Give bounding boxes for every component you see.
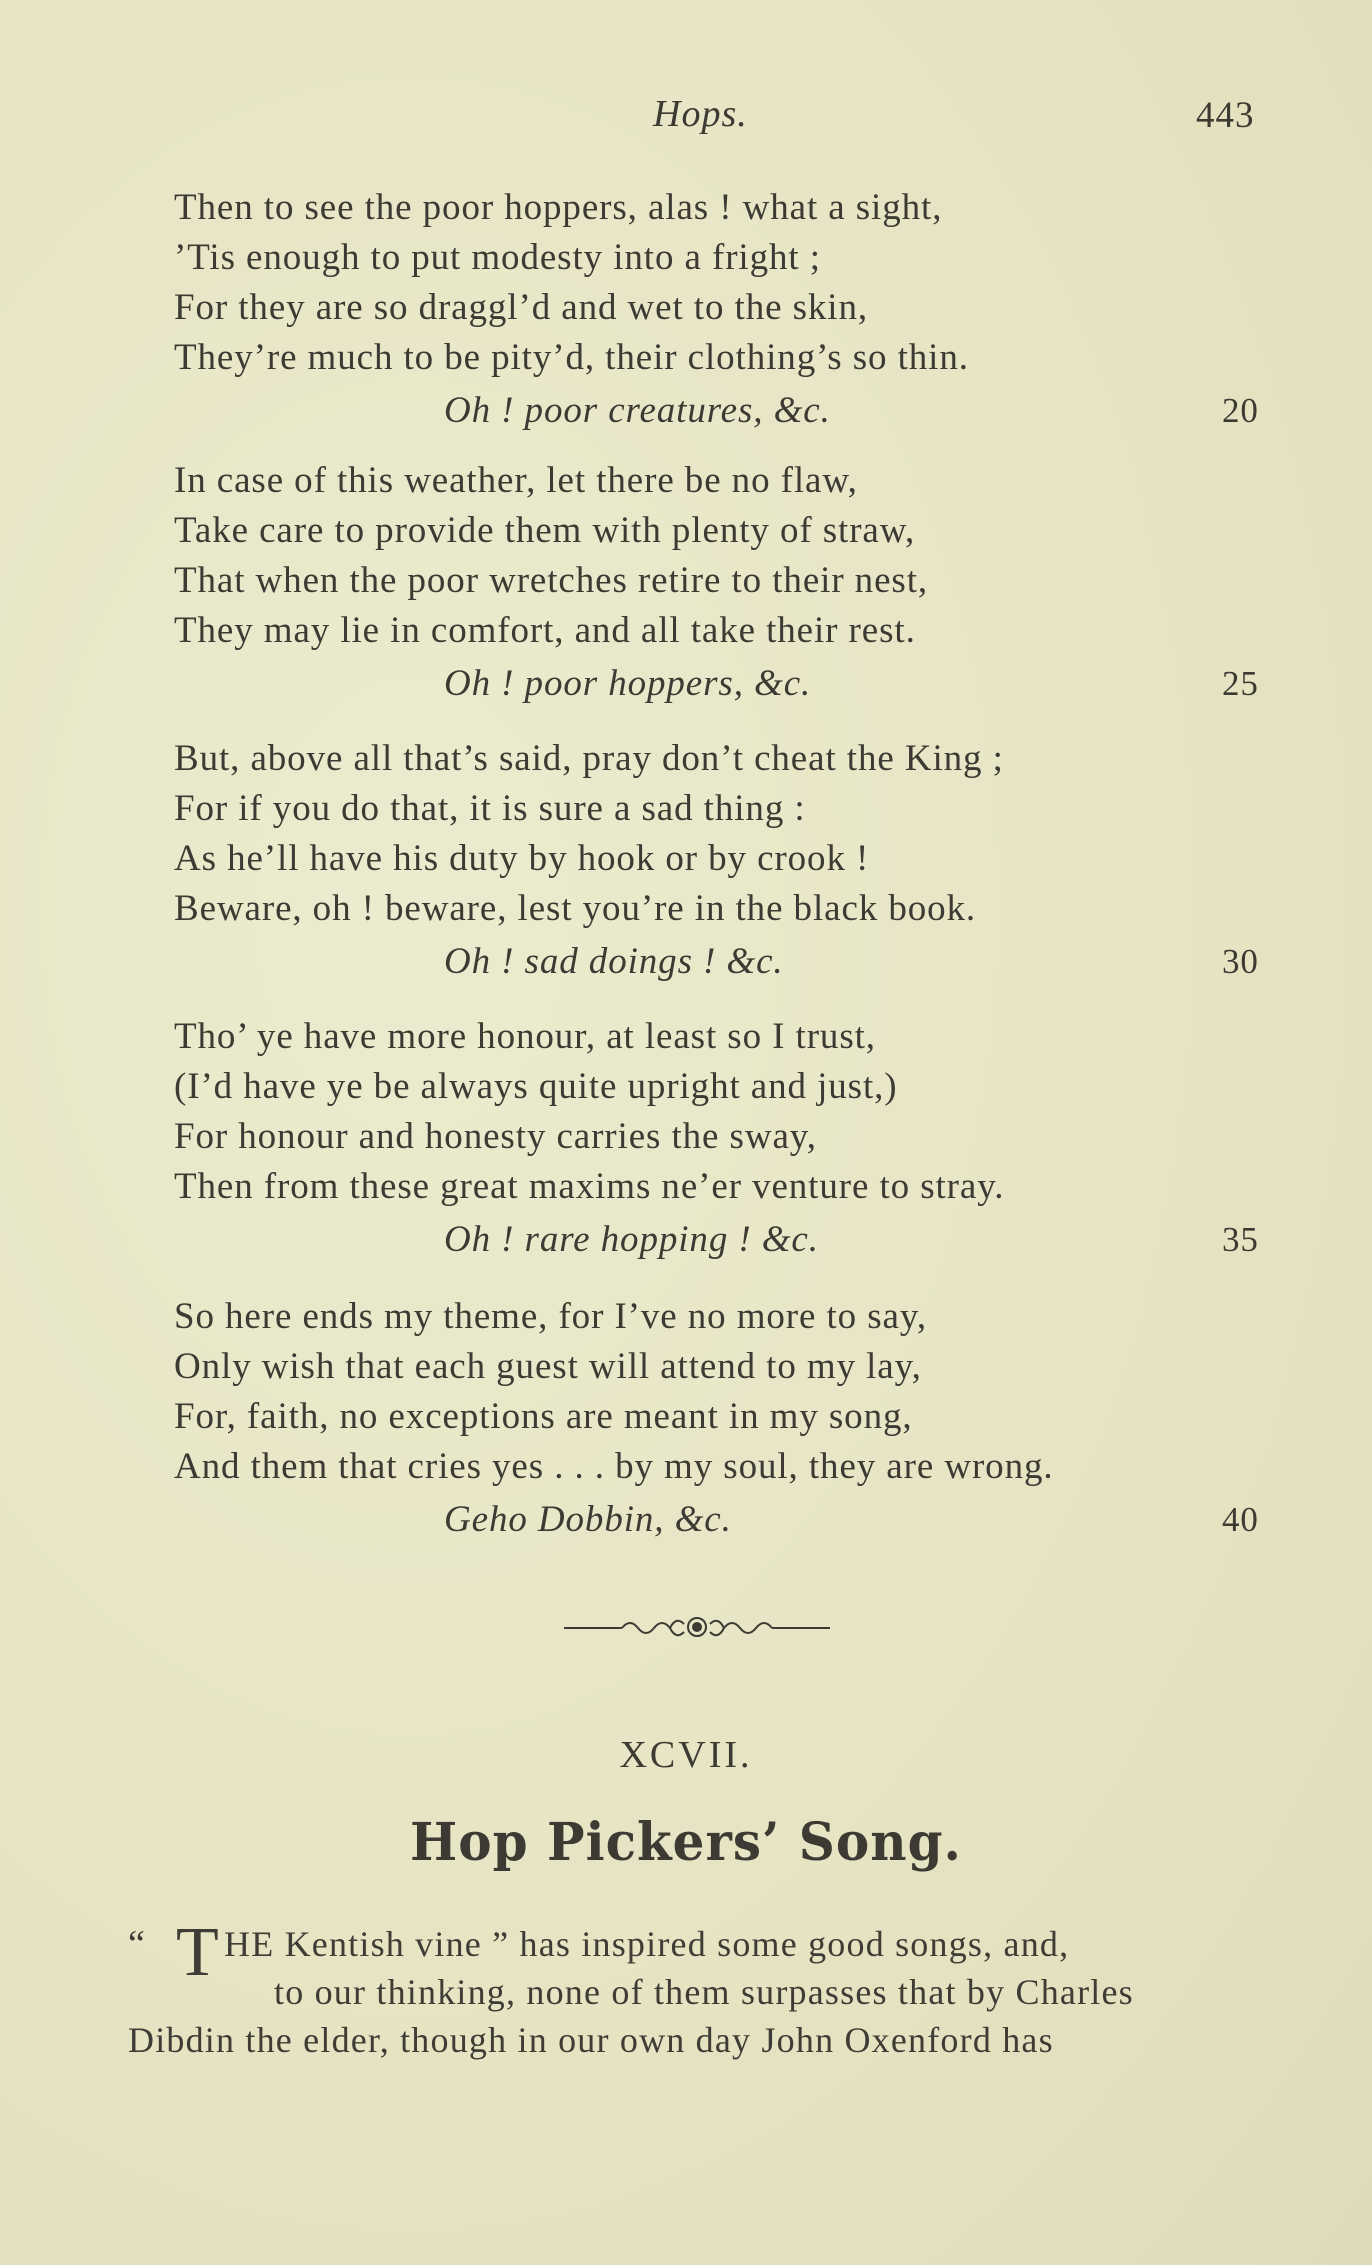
- paragraph-line: Dibdin the elder, though in our own day John Oxenford has: [128, 2020, 1054, 2060]
- section-numeral: XCVII.: [619, 1734, 753, 1776]
- paragraph-line: to our thinking, none of them surpasses that by Charles: [274, 1972, 1134, 2012]
- open-quote: “: [128, 1923, 147, 1965]
- verse-line: Only wish that each guest will attend to my lay,: [174, 1346, 922, 1387]
- running-head: [0, 92, 1372, 142]
- stanza-1: [174, 183, 1274, 439]
- refrain-text: Oh ! poor creatures, &c.: [444, 390, 831, 431]
- paragraph-line: HE Kentish vine ” has inspired some good songs, and,: [224, 1924, 1070, 1964]
- refrain-text: Oh ! rare hopping ! &c.: [444, 1219, 819, 1260]
- verse-line: For honour and honesty carries the sway,: [174, 1116, 817, 1157]
- verse-line: So here ends my theme, for I’ve no more to say,: [174, 1296, 927, 1337]
- song-title: Hop Pickers’ Song.: [410, 1810, 962, 1873]
- verse-line: And them that cries yes . . . by my soul, they are wrong.: [174, 1446, 1054, 1487]
- line-number: 40: [1222, 1500, 1259, 1539]
- refrain-text: Geho Dobbin, &c.: [444, 1499, 732, 1540]
- line-number: 30: [1222, 942, 1259, 981]
- verse-line: For they are so draggl’d and wet to the skin,: [174, 287, 869, 328]
- line-number: 20: [1222, 391, 1259, 430]
- verse-line: For, faith, no exceptions are meant in my song,: [174, 1396, 913, 1437]
- stanza-4: [174, 1012, 1274, 1268]
- verse-line: In case of this weather, let there be no flaw,: [174, 460, 858, 501]
- verse-line: (I’d have ye be always quite upright and just,): [174, 1066, 898, 1107]
- verse-line: Take care to provide them with plenty of straw,: [174, 510, 916, 551]
- verse-line: Then to see the poor hoppers, alas ! what a sight,: [174, 187, 943, 228]
- verse-line: Tho’ ye have more honour, at least so I trust,: [174, 1016, 876, 1057]
- verse-line: But, above all that’s said, pray don’t cheat the King ;: [174, 738, 1004, 779]
- verse-line: They’re much to be pity’d, their clothing’s so thin.: [174, 337, 969, 378]
- verse-line: Then from these great maxims ne’er venture to stray.: [174, 1166, 1005, 1207]
- stanza-2: [174, 456, 1274, 712]
- stanza-5: [174, 1292, 1274, 1548]
- drop-cap: T: [176, 1914, 220, 1991]
- refrain-text: Oh ! sad doings ! &c.: [444, 941, 784, 982]
- verse-line: That when the poor wretches retire to their nest,: [174, 560, 929, 601]
- verse-line: ’Tis enough to put modesty into a fright ;: [174, 237, 821, 278]
- verse-line: For if you do that, it is sure a sad thing :: [174, 788, 806, 829]
- refrain-text: Oh ! poor hoppers, &c.: [444, 663, 812, 704]
- verse-line: As he’ll have his duty by hook or by crook !: [174, 838, 870, 879]
- line-number: 35: [1222, 1220, 1259, 1259]
- ornament-divider-icon: [562, 1612, 832, 1642]
- refrain: [174, 383, 1274, 439]
- refrain: [174, 1212, 1274, 1268]
- verse-line: Beware, oh ! beware, lest you’re in the black book.: [174, 888, 977, 929]
- page-number: 443: [1196, 95, 1255, 136]
- line-number: 25: [1222, 664, 1259, 703]
- refrain: [174, 934, 1274, 990]
- refrain: [174, 1492, 1274, 1548]
- running-title: Hops.: [653, 93, 748, 135]
- stanza-3: [174, 734, 1274, 990]
- verse-line: They may lie in comfort, and all take their rest.: [174, 610, 916, 651]
- refrain: [174, 656, 1274, 712]
